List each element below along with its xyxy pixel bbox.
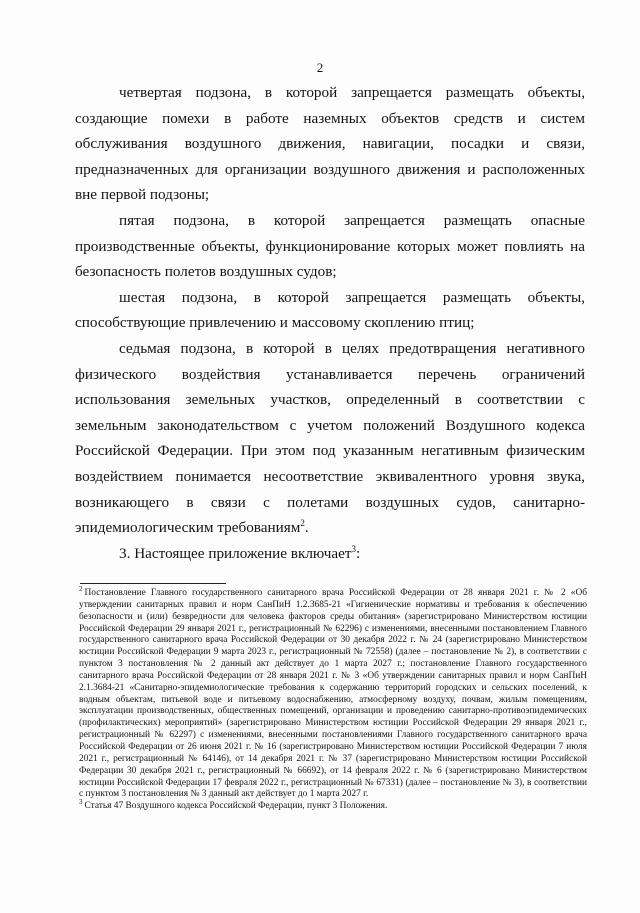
footnote-2-mark: 2: [79, 584, 83, 593]
footnote-ref-3[interactable]: 3: [351, 543, 356, 554]
footnote-2: [79, 584, 587, 801]
paragraph-subzone-7-text: седьмая подзона, в которой в целях предотвращения негативного физического воздействия устанавливается перечень ограничений использования земельных участков, определенный в соответствии с земельным законодательством с учетом положений Воздушного кодекса Российской Федерации. При этом под указанным негативным физическим воздействием понимается несоответствие эквивалентного уровня звука, возникающего в связи с полетами воздушных судов, санитарно-эпидемиологическим требованиям: [75, 339, 585, 537]
footnote-separator: [80, 583, 226, 584]
footnotes: [79, 584, 587, 813]
footnote-2-text: Постановление Главного государственного санитарного врача Российской Федерации от 28 января 2021 г. № 2 «Об утверждении санитарных правил и норм СанПиН 1.2.3685-21 «Гигиенические нормативы и требования к обеспечению безопасности и (или) безвредности для человека факторов среды обитания» (зарегистрировано Министерством юстиции Российской Федерации 29 января 2021 г., регистрационный № 62296) с изменениями, внесенными постановлением Главного государственного санитарного врача Российской Федерации от 30 декабря 2022 г. № 24 (зарегистрировано Министерством юстиции Российской Федерации 9 марта 2023 г., регистрационный № 72558) (далее – постановление № 2), в соответствии с пунктом 3 постановления № 2 данный акт действует до 1 марта 2027 г.; постановление Главного государственного санитарного врача Российской Федерации от 28 января 2021 г. № 3 «Об утверждении санитарных правил и норм СанПиН 2.1.3684-21 «Санитарно-эпидемиологические требования к содержанию территорий городских и сельских поселений, к водным объектам, питьевой воде и питьевому водоснабжению, атмосферному воздуху, почвам, жилым помещениям, эксплуатации производственных, общественных помещений, организации и проведению санитарно-противоэпидемических (профилактических) мероприятий» (зарегистрировано Министерством юстиции Российской Федерации 29 января 2021 г., регистрационный № 62297) с изменениями, внесенными постановлениями Главного государственного санитарного врача Российской Федерации от 26 июня 2021 г. № 16 (зарегистрировано Министерством юстиции Российской Федерации 7 июля 2021 г., регистрационный № 64146), от 14 декабря 2021 г. № 37 (зарегистрировано Министерством юстиции Российской Федерации 30 декабря 2021 г., регистрационный № 66692), от 14 февраля 2022 г. № 6 (зарегистрировано Министерством юстиции Российской Федерации 17 февраля 2022 г., регистрационный № 67331) (далее – постановление № 3), в соответствии с пунктом 3 постановления № 3 данный акт действует до 1 марта 2027 г.: [79, 588, 587, 800]
page-number: 2: [316, 60, 324, 75]
paragraph-subzone-5: пятая подзона, в которой запрещается размещать опасные производственные объекты, функционирование которых может повлиять на безопасность полетов воздушных судов;: [75, 211, 585, 281]
document-body: [75, 80, 585, 566]
footnote-3-mark: 3: [79, 798, 83, 807]
paragraph-item-3-tail: :: [355, 544, 361, 562]
paragraph-subzone-4: четвертая подзона, в которой запрещается размещать объекты, создающие помехи в работе наземных объектов средств и систем обслуживания воздушного движения, навигации, посадки и связи, предназначенных для организации воздушного движения и расположенных вне первой подзоны;: [75, 84, 585, 204]
paragraph-subzone-7-tail: .: [304, 519, 309, 537]
paragraph-item-3-text: 3. Настоящее приложение включает: [119, 544, 352, 562]
footnote-3-text: Статья 47 Воздушного кодекса Российской Федерации, пункт 3 Положения.: [84, 801, 388, 812]
footnote-ref-2[interactable]: 2: [300, 518, 305, 529]
paragraph-subzone-6: шестая подзона, в которой запрещается размещать объекты, способствующие привлечению и массовому скоплению птиц;: [75, 288, 585, 332]
paragraph-subzone-7: [75, 336, 585, 541]
footnote-3: [79, 798, 587, 813]
paragraph-item-3: [75, 541, 585, 567]
